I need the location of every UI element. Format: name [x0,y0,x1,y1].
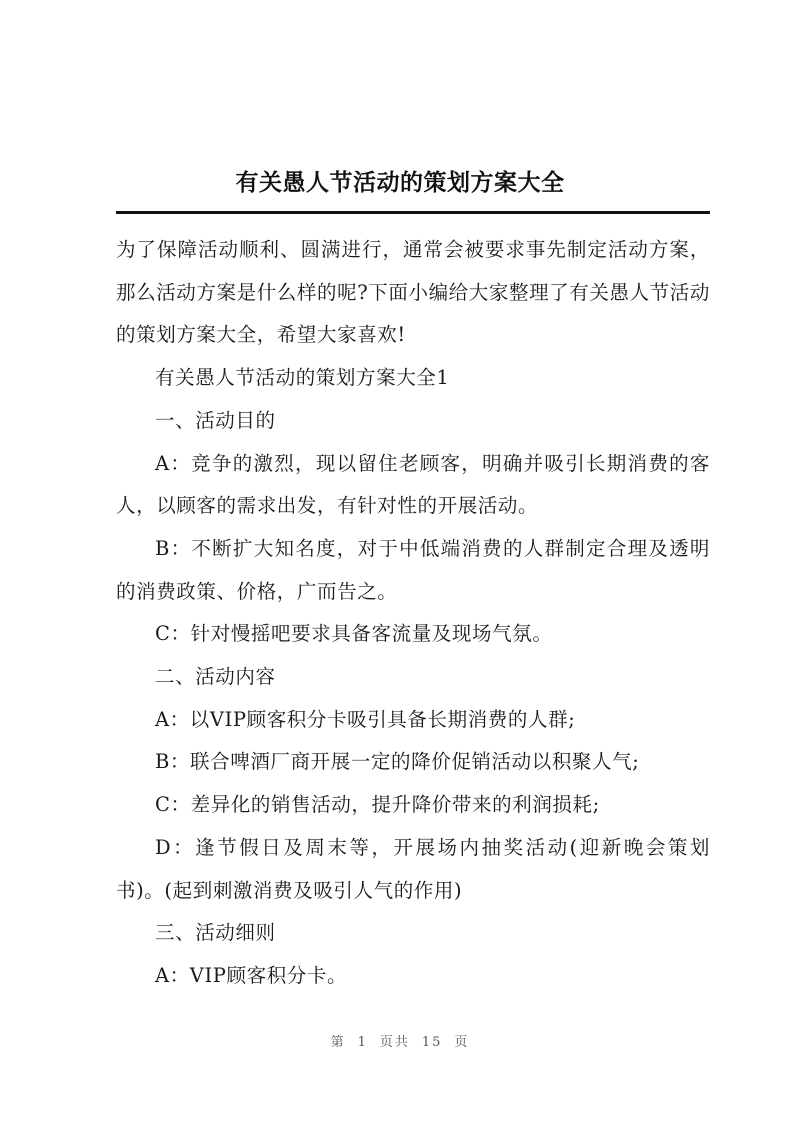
paragraph: A：VIP顾客积分卡。 [155,963,348,987]
paragraph: A：竞争的激烈，现以留住老顾客，明确并吸引长期消费的客人，以顾客的需求出发，有针对性的开展活动。 [116,451,710,518]
page-footer [0,1031,800,1050]
paragraph: D：逢节假日及周末等，开展场内抽奖活动(迎新晚会策划书)。(起到刺激消费及吸引人气的作用) [116,835,710,902]
intro-paragraph: 为了保障活动顺利、圆满进行，通常会被要求事先制定活动方案，那么活动方案是什么样的呢?下面小编给大家整理了有关愚人节活动的策划方案大全，希望大家喜欢! [116,238,710,347]
paragraph: B：联合啤酒厂商开展一定的降价促销活动以积聚人气; [155,750,640,774]
document-title: 有关愚人节活动的策划方案大全 [235,169,565,196]
subheading: 二、活动内容 [155,665,276,689]
paragraph: C：差异化的销售活动，提升降价带来的利润损耗; [155,793,600,817]
footer-page-number: 1 [357,1035,368,1050]
title-divider [116,211,710,214]
subheading: 一、活动目的 [155,408,276,432]
subheading: 三、活动细则 [155,921,276,945]
paragraph: C：针对慢摇吧要求具备客流量及现场气氛。 [155,622,553,646]
paragraph: A：以VIP顾客积分卡吸引具备长期消费的人群; [155,707,576,731]
footer-page-suffix: 页 [454,1035,470,1050]
document-body [116,229,710,998]
footer-page-prefix: 第 [330,1035,346,1050]
footer-total-pages: 15 [421,1035,443,1050]
footer-page-middle: 页共 [379,1035,410,1050]
section-heading: 有关愚人节活动的策划方案大全1 [155,366,450,390]
paragraph: B：不断扩大知名度，对于中低端消费的人群制定合理及透明的消费政策、价格，广而告之。 [116,536,710,603]
